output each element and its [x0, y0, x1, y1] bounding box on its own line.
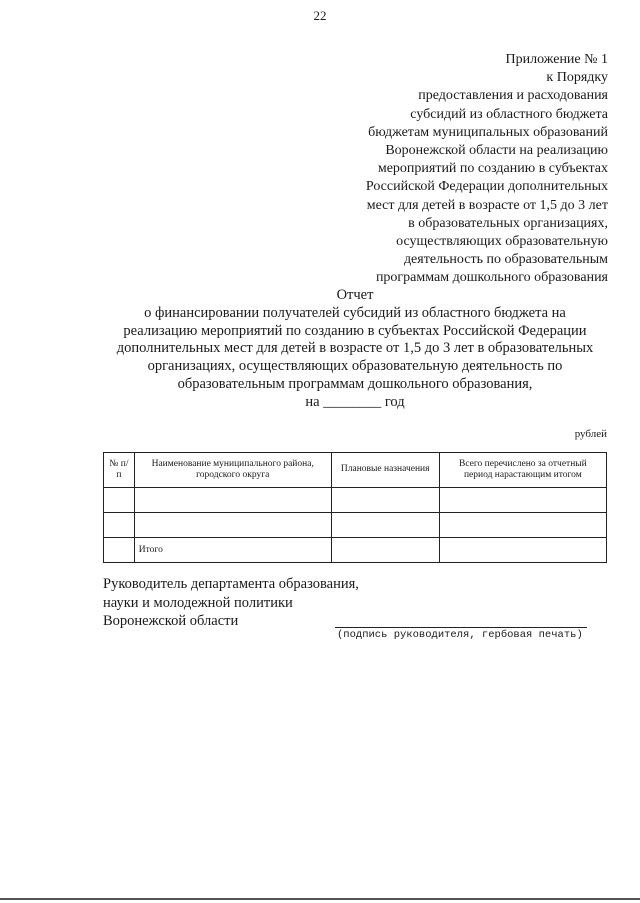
report-year-line [60, 394, 640, 412]
signer-title-line: науки и молодежной политики [103, 594, 293, 611]
appendix-line: бюджетам муниципальных образований [368, 124, 608, 140]
table-cell[interactable] [134, 488, 331, 513]
appendix-line: в образовательных организациях, [408, 215, 608, 231]
table-cell[interactable] [331, 488, 439, 513]
appendix-block [308, 51, 608, 288]
appendix-line: предоставления и расходования [418, 88, 608, 104]
appendix-line: деятельность по образовательным [403, 252, 608, 268]
signer-title-line: Руководитель департамента образования, [103, 576, 359, 592]
appendix-line: мероприятий по созданию в субъектах [377, 161, 608, 177]
header-planned: Плановые назначения [331, 453, 439, 488]
table-total-row [104, 538, 607, 563]
report-table [103, 452, 607, 563]
appendix-line: Воронежской области на реализацию [385, 143, 608, 159]
signer-title-line: Воронежской области [103, 613, 239, 629]
table-cell[interactable] [104, 488, 135, 513]
table-cell[interactable] [439, 538, 606, 563]
table-header-row [104, 453, 607, 488]
signature-line[interactable] [335, 627, 587, 628]
appendix-line: программам дошкольного образования [375, 270, 608, 286]
report-title-line: организациях, осуществляющих образовательную деятельность по [147, 358, 563, 375]
appendix-line: мест для детей в возрасте от 1,5 до 3 лет [366, 197, 608, 213]
signature-block [103, 575, 359, 631]
signature-caption: (подпись руководителя, гербовая печать) [337, 629, 583, 641]
header-municipality: Наименование муниципального района, городского округа [134, 453, 331, 488]
page-number: 22 [313, 8, 327, 23]
table-cell[interactable] [331, 513, 439, 538]
year-prefix: на [305, 393, 320, 410]
table-row [104, 513, 607, 538]
currency-unit: рублей [574, 428, 607, 440]
table-cell[interactable] [331, 538, 439, 563]
table-row [104, 488, 607, 513]
appendix-line: Приложение № 1 [505, 52, 608, 67]
table-cell[interactable] [104, 513, 135, 538]
table-cell[interactable] [439, 488, 606, 513]
report-title-line: реализацию мероприятий по созданию в субъектах Российской Федерации [123, 322, 587, 339]
report-title-line: о финансировании получателей субсидий из областного бюджета на [144, 304, 566, 321]
table-cell[interactable] [104, 538, 135, 563]
appendix-line: Российской Федерации дополнительных [365, 179, 608, 195]
report-title: Отчет [336, 287, 374, 303]
year-blank[interactable]: ________ [323, 393, 382, 410]
year-suffix: год [384, 393, 405, 410]
page-bottom-rule [0, 898, 640, 900]
total-label: Итого [134, 538, 331, 563]
report-title-line: дополнительных мест для детей в возрасте от 1,5 до 3 лет в образовательных [116, 340, 594, 357]
appendix-line: субсидий из областного бюджета [410, 106, 608, 122]
report-title-line: образовательным программам дошкольного образования, [177, 375, 533, 392]
table-cell[interactable] [439, 513, 606, 538]
appendix-line: к Порядку [546, 70, 608, 86]
header-transferred: Всего перечислено за отчетный период нарастающим итогом [439, 453, 606, 488]
table-cell[interactable] [134, 513, 331, 538]
appendix-line: осуществляющих образовательную [396, 234, 608, 250]
report-title-block [60, 287, 640, 412]
header-number: № п/п [104, 453, 135, 488]
